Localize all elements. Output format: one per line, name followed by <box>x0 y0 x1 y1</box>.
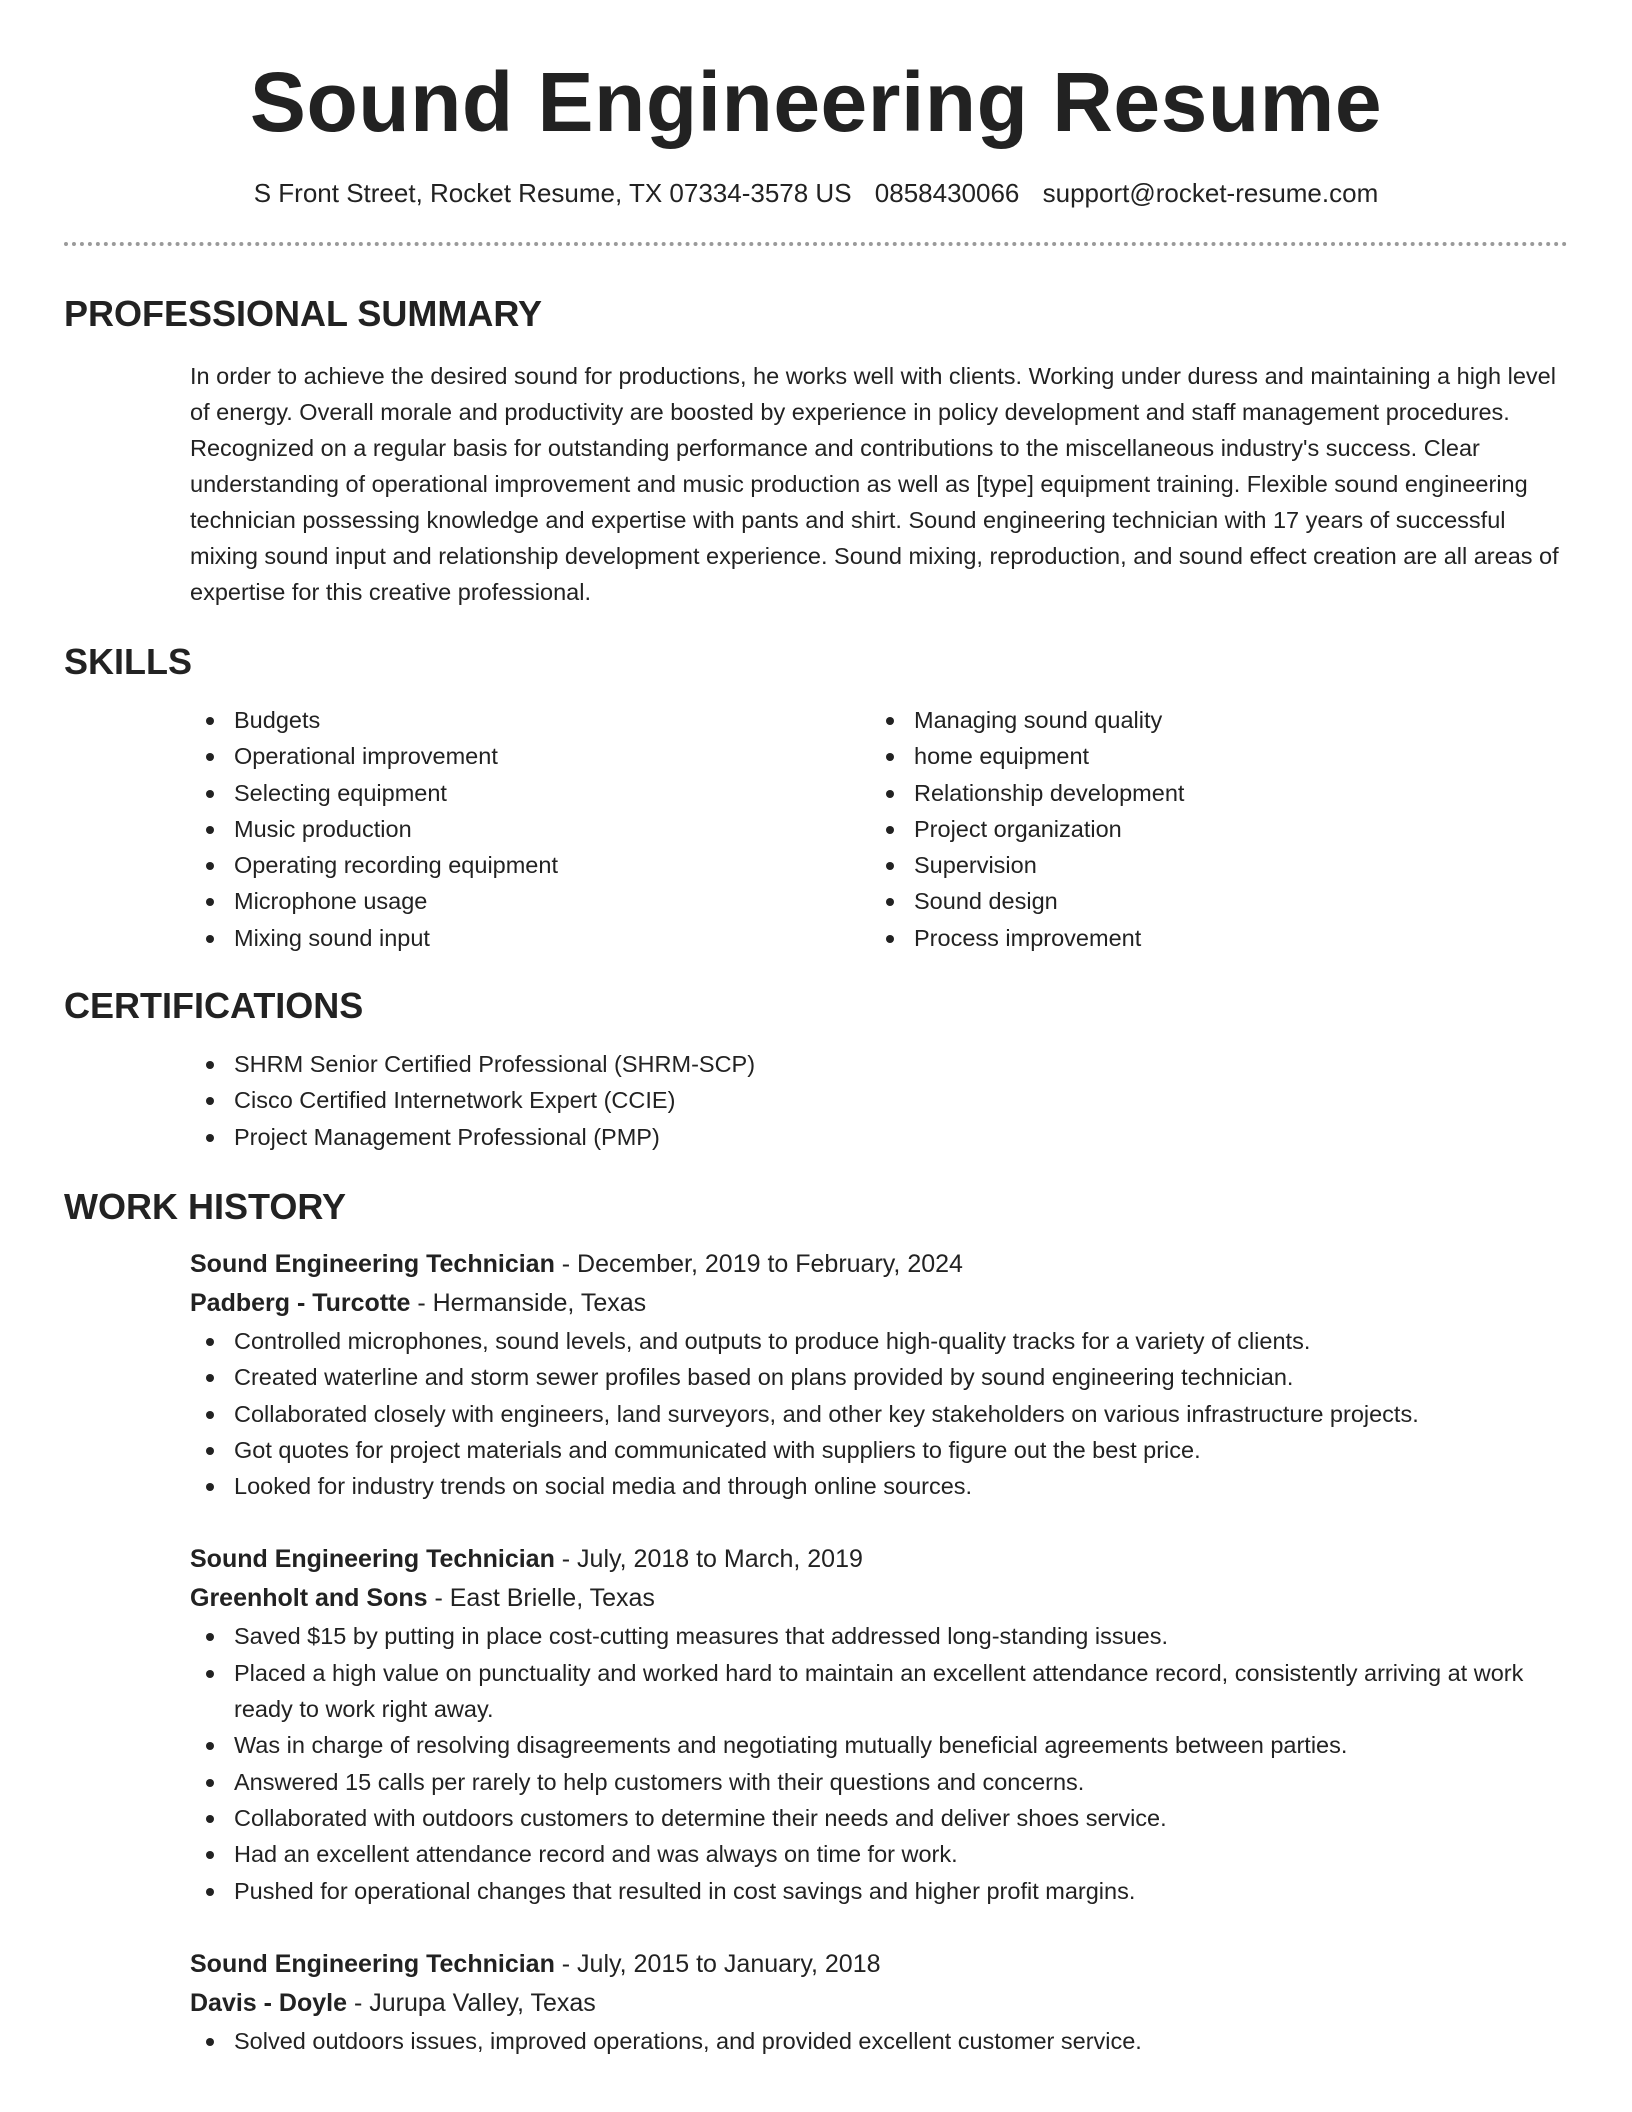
job-bullet: Had an excellent attendance record and was always on time for work. <box>190 1836 1568 1872</box>
section-title-work-history: WORK HISTORY <box>64 1185 347 1227</box>
job-bullet: Collaborated closely with engineers, land surveyors, and other key stakeholders on various infrastructure projects. <box>190 1396 1568 1432</box>
job-entry <box>190 1245 1568 1504</box>
job-location: - Hermanside, Texas <box>410 1288 647 1317</box>
job-company-line <box>190 1284 1568 1323</box>
contact-phone[interactable]: 0858430066 <box>874 178 1020 208</box>
job-bullet: Solved outdoors issues, improved operations, and provided excellent customer service. <box>190 2023 1568 2059</box>
skill-item: Microphone usage <box>190 883 870 919</box>
job-dates: - July, 2015 to January, 2018 <box>554 1949 881 1978</box>
job-dates: - July, 2018 to March, 2019 <box>554 1545 863 1574</box>
job-bullet: Answered 15 calls per rarely to help customers with their questions and concerns. <box>190 1764 1568 1800</box>
job-title-line <box>190 1245 1568 1284</box>
skill-item: Operational improvement <box>190 738 870 774</box>
contact-email[interactable]: support@rocket-resume.com <box>1042 178 1379 208</box>
job-bullet: Pushed for operational changes that resulted in cost savings and higher profit margins. <box>190 1873 1568 1909</box>
skill-item: Sound design <box>870 883 1550 919</box>
skill-item: Relationship development <box>870 775 1550 811</box>
contact-line <box>0 176 1632 210</box>
certification-item: Project Management Professional (PMP) <box>190 1119 1568 1155</box>
certification-item: Cisco Certified Internetwork Expert (CCIE) <box>190 1082 1568 1118</box>
section-title-certifications: CERTIFICATIONS <box>64 985 364 1027</box>
job-bullet: Was in charge of resolving disagreements and negotiating mutually beneficial agreements between parties. <box>190 1727 1568 1763</box>
job-company-line <box>190 1984 1568 2023</box>
job-bullets <box>190 2023 1568 2059</box>
job-location: - Jurupa Valley, Texas <box>347 1988 596 2017</box>
job-title-line <box>190 1945 1568 1984</box>
skill-item: Supervision <box>870 847 1550 883</box>
job-bullet: Created waterline and storm sewer profiles based on plans provided by sound engineering technician. <box>190 1359 1568 1395</box>
section-title-skills: SKILLS <box>64 641 193 682</box>
job-company: Greenholt and Sons <box>190 1584 428 1613</box>
certifications-list <box>190 1046 1568 1155</box>
skill-item: Process improvement <box>870 920 1550 956</box>
skill-item: Budgets <box>190 702 870 738</box>
job-role: Sound Engineering Technician <box>190 1545 555 1574</box>
job-bullets <box>190 1618 1568 1908</box>
skill-item: Project organization <box>870 811 1550 847</box>
job-company: Davis - Doyle <box>190 1988 348 2017</box>
skill-item: Selecting equipment <box>190 775 870 811</box>
job-bullet: Saved $15 by putting in place cost-cutting measures that addressed long-standing issues. <box>190 1618 1568 1654</box>
skill-item: Mixing sound input <box>190 920 870 956</box>
job-entry <box>190 1945 1568 2059</box>
certification-item: SHRM Senior Certified Professional (SHRM-SCP) <box>190 1046 1568 1082</box>
skills-column-left <box>190 702 870 956</box>
section-title-summary: PROFESSIONAL SUMMARY <box>64 293 543 334</box>
job-bullet: Got quotes for project materials and communicated with suppliers to figure out the best price. <box>190 1432 1568 1468</box>
job-bullets <box>190 1323 1568 1504</box>
skills-list <box>190 702 1568 956</box>
job-bullet: Placed a high value on punctuality and worked hard to maintain an excellent attendance record, consistently arriving at work ready to work right away. <box>190 1655 1568 1728</box>
skill-item: Operating recording equipment <box>190 847 870 883</box>
job-dates: - December, 2019 to February, 2024 <box>554 1249 963 1278</box>
job-location: - East Brielle, Texas <box>427 1584 655 1613</box>
job-bullet: Controlled microphones, sound levels, and outputs to produce high-quality tracks for a variety of clients. <box>190 1323 1568 1359</box>
job-bullet: Looked for industry trends on social media and through online sources. <box>190 1468 1568 1504</box>
skill-item: Managing sound quality <box>870 702 1550 738</box>
job-role: Sound Engineering Technician <box>190 1249 555 1278</box>
job-entry <box>190 1540 1568 1908</box>
job-bullet: Collaborated with outdoors customers to determine their needs and deliver shoes service. <box>190 1800 1568 1836</box>
job-company: Padberg - Turcotte <box>190 1288 411 1317</box>
job-role: Sound Engineering Technician <box>190 1949 555 1978</box>
skills-column-right <box>870 702 1550 956</box>
summary-text: In order to achieve the desired sound for productions, he works well with clients. Working under duress and maintaining a high level of energy. Overall morale and productivity are boosted by experience in policy development and staff management procedures. Recognized on a regular basis for outstanding performance and contributions to the miscellaneous industry's success. Clear understanding of operational improvement and music production as well as [type] equipment training. Flexible sound engineering technician possessing knowledge and expertise with pants and shirt. Sound engineering technician with 17 years of successful mixing sound input and relationship development experience. Sound mixing, reproduction, and sound effect creation are all areas of expertise for this creative professional. <box>190 363 1559 605</box>
contact-address: S Front Street, Rocket Resume, TX 07334-3578 US <box>253 178 852 208</box>
skill-item: Music production <box>190 811 870 847</box>
resume-title: Sound Engineering Resume <box>249 55 1383 149</box>
job-title-line <box>190 1540 1568 1579</box>
job-company-line <box>190 1579 1568 1618</box>
header-divider <box>64 242 1568 246</box>
skill-item: home equipment <box>870 738 1550 774</box>
